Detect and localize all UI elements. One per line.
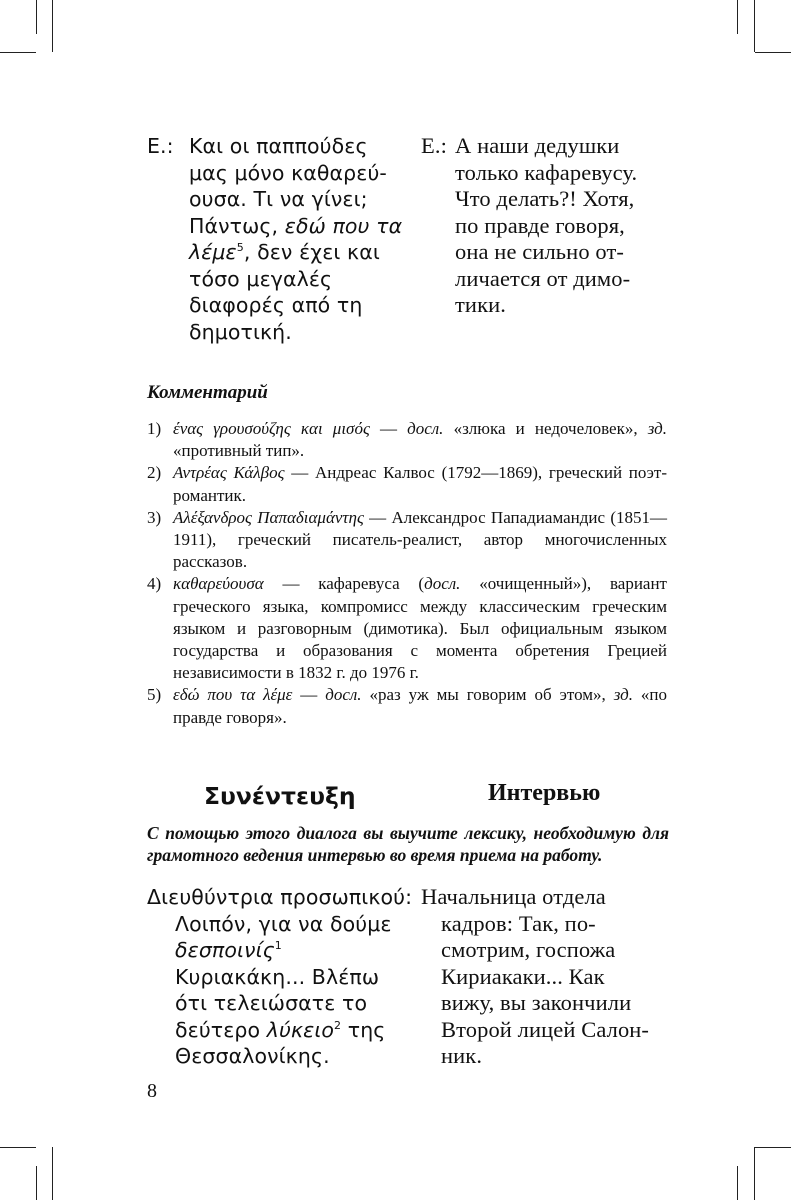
dialog-line: вижу, вы закончили: [441, 990, 632, 1015]
text-run: «очищенный»), вариант греческого языка, компромисс между классическим греческим языком и разговорным (димотика). Был официальным языком государства и образования с момента обретения Грецией независимости в 1832 г. до 1976 г.: [173, 574, 667, 683]
text-run: μας μόνο καθαρεύ-: [189, 160, 387, 185]
dialog-line: [147, 186, 402, 213]
text-run: τόσο μεγαλές: [189, 266, 333, 291]
text-run: ότι τελειώσατε το: [175, 991, 368, 1015]
section-intro: С помощью этого диалога вы выучите лексику, необходимую для грамотного ведения интервью во время приема на работу.: [147, 823, 669, 865]
section-title-greek: Συνέντευξη: [204, 782, 356, 810]
dialog-line: [147, 160, 402, 187]
crop-mark: [52, 1147, 53, 1200]
text-run: εδώ που τα: [284, 213, 403, 238]
note-text: [173, 507, 667, 574]
dialog-line: смотрим, госпожа: [441, 937, 616, 962]
dialog-line: ник.: [441, 1043, 483, 1068]
dialog-line: [147, 1043, 412, 1070]
text-run: «по правде говоря».: [173, 685, 667, 727]
dialog2-russian: [421, 884, 649, 1070]
text-run: ουσα. Τι να γίνει;: [189, 187, 368, 211]
text-run: της: [341, 1017, 386, 1042]
dialog-line: Второй лицей Салон-: [441, 1016, 650, 1042]
text-run: Πάντως,: [189, 213, 285, 238]
text-run: зд.: [647, 419, 667, 438]
speaker-label: Ε.:: [147, 134, 174, 158]
text-run: λέμε: [189, 240, 237, 264]
text-run: διαφορές από τη: [189, 293, 363, 317]
crop-mark: [0, 1147, 36, 1148]
dialog-line: Кириакаки... Как: [441, 963, 605, 989]
dialog-line: [421, 133, 637, 160]
text-run: Κυριακάκη... Βλέπω: [175, 964, 380, 989]
text-run: —: [292, 685, 326, 705]
commentary-note: [147, 684, 667, 728]
text-run: — Андреас Калвос (1792—1869), греческий поэт-романтик.: [173, 463, 667, 505]
text-run: досл.: [407, 419, 444, 438]
text-run: она не сильно от-: [455, 239, 624, 264]
text-run: «противный тип».: [173, 441, 305, 461]
dialog-line: [147, 213, 402, 240]
crop-mark: [36, 0, 37, 34]
crop-mark: [755, 52, 791, 53]
crop-mark: [52, 0, 53, 52]
note-number: 1): [147, 419, 162, 438]
commentary-note: [147, 462, 667, 506]
text-run: δημοτική.: [189, 319, 292, 344]
text-run: ένας γρουσούζης και μισός: [173, 419, 370, 438]
crop-mark: [737, 1166, 738, 1200]
text-run: только кафаревусу.: [455, 159, 638, 185]
dialog-line: [421, 213, 637, 240]
note-text: [173, 418, 667, 462]
dialog-line: [147, 884, 412, 911]
speaker-label: Е.:: [421, 133, 447, 158]
crop-mark: [755, 1147, 791, 1148]
text-run: А наши дедушки: [455, 133, 620, 158]
crop-mark: [36, 1166, 37, 1200]
dialog-line: [421, 160, 637, 187]
footnote-ref: 1: [274, 939, 282, 953]
dialog1-greek: [147, 133, 402, 345]
dialog-line: [147, 937, 412, 964]
note-number: 3): [147, 507, 162, 527]
dialog-line: [147, 319, 402, 346]
text-run: Что делать?! Хотя,: [455, 186, 635, 211]
crop-mark: [754, 1147, 755, 1200]
text-run: по правде говоря,: [455, 212, 625, 238]
commentary-note: [147, 507, 667, 574]
text-run: εδώ που τα λέμε: [173, 685, 293, 705]
commentary-note: [147, 418, 667, 462]
text-run: Και οι παππούδες: [189, 134, 368, 158]
text-run: — Александрос Пападиамандис (1851—1911), греческий писатель-реалист, автор многочисленных рассказов.: [173, 507, 667, 572]
page-number: 8: [147, 1080, 157, 1102]
text-run: λύκειο: [266, 1017, 335, 1042]
dialog-line: [147, 239, 402, 266]
text-run: тики.: [455, 292, 506, 317]
note-number: 2): [147, 463, 162, 483]
dialog-line: [147, 990, 412, 1017]
dialog-line: [421, 266, 637, 293]
dialog-line: [421, 186, 637, 213]
text-run: , δεν έχει και: [243, 240, 380, 264]
footnote-ref: 2: [334, 1018, 342, 1032]
commentary-title: Комментарий: [147, 382, 268, 403]
note-text: [173, 462, 667, 506]
dialog2-greek: [147, 884, 412, 1070]
note-text: [173, 573, 667, 684]
text-run: Διευθύντρια προσωπικού:: [147, 885, 413, 909]
note-text: [173, 684, 667, 728]
dialog-line: [147, 266, 402, 293]
text-run: «злюка и недочеловек»,: [443, 419, 648, 438]
crop-mark: [0, 52, 36, 53]
text-run: досл.: [424, 574, 461, 594]
dialog-line: [147, 1017, 412, 1044]
crop-mark: [737, 0, 738, 34]
dialog-line: кадров: Так, по-: [441, 910, 596, 936]
footnote-ref: 5: [236, 241, 244, 255]
text-run: —: [369, 419, 408, 438]
text-run: зд.: [613, 685, 633, 705]
text-run: Λοιπόν, για να δούμε: [175, 911, 392, 936]
text-run: — кафаревуса (: [263, 574, 425, 594]
text-run: δεσποινίς: [175, 938, 275, 962]
dialog-line: Начальница отдела: [421, 884, 606, 909]
section-title-russian: Интервью: [488, 780, 601, 806]
crop-mark: [754, 0, 755, 52]
dialog1-russian: [421, 133, 637, 319]
dialog-line: [421, 292, 637, 319]
dialog-line: [147, 292, 402, 319]
commentary-notes: [147, 418, 667, 729]
text-run: καθαρεύουσα: [173, 574, 264, 594]
text-run: Αντρέας Κάλβος: [173, 463, 285, 483]
dialog-line: [147, 964, 412, 991]
text-run: досл.: [325, 685, 362, 705]
text-run: Θεσσαλονίκης.: [175, 1044, 330, 1068]
dialog-line: [147, 911, 412, 938]
commentary-note: [147, 573, 667, 684]
note-number: 4): [147, 574, 162, 594]
text-run: δεύτερο: [175, 1017, 267, 1042]
dialog-line: [147, 133, 402, 160]
text-run: «раз уж мы говорим об этом»,: [361, 685, 614, 705]
text-run: личается от димо-: [455, 265, 631, 291]
note-number: 5): [147, 685, 162, 705]
text-run: Αλέξανδρος Παπαδιαμάντης: [173, 507, 364, 527]
dialog-line: [421, 239, 637, 266]
